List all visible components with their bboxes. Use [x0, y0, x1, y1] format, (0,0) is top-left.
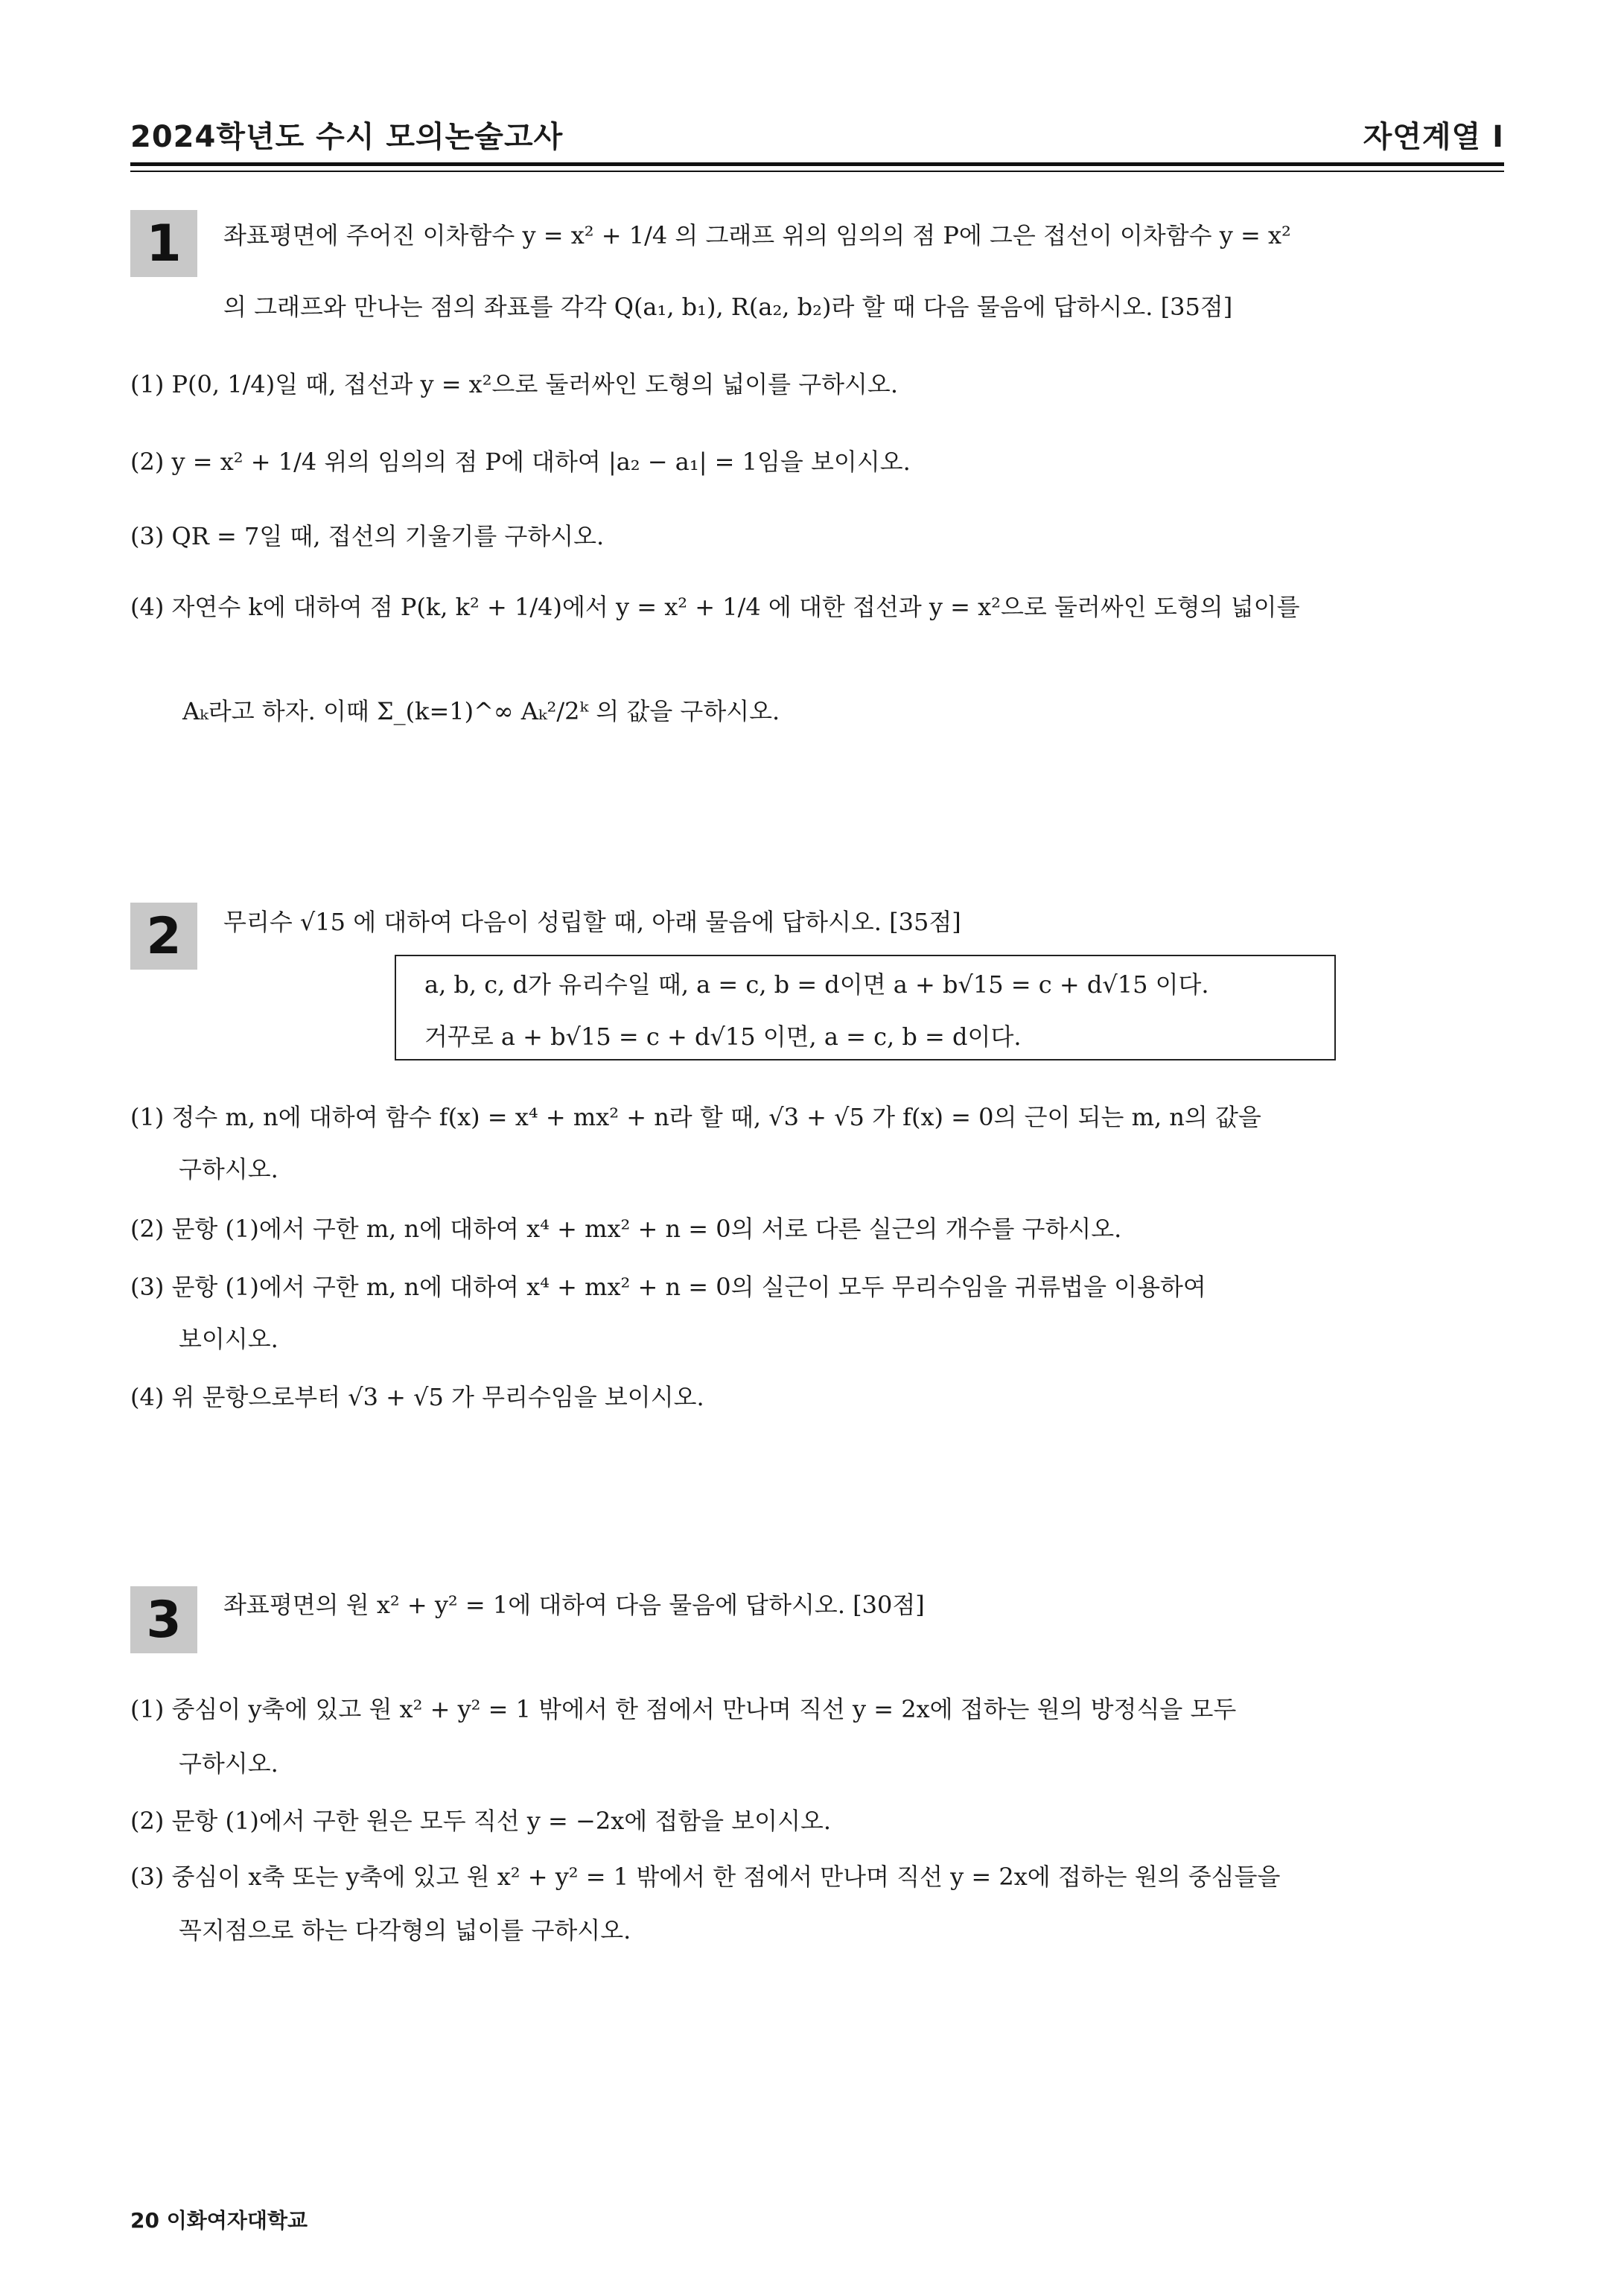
q2-subquestion-2: (2) 문항 (1)에서 구한 m, n에 대하여 x⁴ + mx² + n = 0의 서로 다른 실근의 개수를 구하시오. [130, 1215, 1122, 1243]
q1-subquestion-4-line2: Aₖ라고 하자. 이때 Σ_(k=1)^∞ Aₖ²/2ᵏ 의 값을 구하시오. [182, 697, 780, 725]
q3-subquestion-1-line1: (1) 중심이 y축에 있고 원 x² + y² = 1 밖에서 한 점에서 만나며 직선 y = 2x에 접하는 원의 방정식을 모두 [130, 1695, 1237, 1723]
q1-intro-line2: 의 그래프와 만나는 점의 좌표를 각각 Q(a₁, b₁), R(a₂, b₂)라 할 때 다음 물음에 답하시오. [35점] [223, 293, 1233, 321]
q2-box-line1: a, b, c, d가 유리수일 때, a = c, b = d이면 a + b√15 = c + d√15 이다. [424, 970, 1209, 999]
question-number-1: 1 [130, 210, 197, 277]
q2-subquestion-3-line2: 보이시오. [179, 1325, 278, 1353]
page-header [130, 113, 1504, 154]
exam-title: 2024학년도 수시 모의논술고사 [130, 120, 564, 154]
page-footer: 20 이화여자대학교 [130, 2208, 308, 2233]
header-rule-thin [130, 171, 1504, 172]
q2-subquestion-1-line2: 구하시오. [179, 1155, 278, 1183]
q2-subquestion-1-line1: (1) 정수 m, n에 대하여 함수 f(x) = x⁴ + mx² + n라 할 때, √3 + √5 가 f(x) = 0의 근이 되는 m, n의 값을 [130, 1103, 1261, 1131]
header-rule-thick [130, 162, 1504, 166]
q1-intro-line1: 좌표평면에 주어진 이차함수 y = x² + 1/4 의 그래프 위의 임의의 점 P에 그은 접선이 이차함수 y = x² [223, 221, 1291, 249]
q2-intro: 무리수 √15 에 대하여 다음이 성립할 때, 아래 물음에 답하시오. [35점] [223, 908, 961, 936]
q2-subquestion-4: (4) 위 문항으로부터 √3 + √5 가 무리수임을 보이시오. [130, 1383, 704, 1411]
q3-subquestion-3-line2: 꼭지점으로 하는 다각형의 넓이를 구하시오. [179, 1916, 631, 1944]
q1-subquestion-1: (1) P(0, 1/4)일 때, 접선과 y = x²으로 둘러싸인 도형의 넓이를 구하시오. [130, 370, 899, 398]
q3-subquestion-2: (2) 문항 (1)에서 구한 원은 모두 직선 y = −2x에 접함을 보이시오. [130, 1807, 832, 1835]
q3-intro: 좌표평면의 원 x² + y² = 1에 대하여 다음 물음에 답하시오. [30점] [223, 1591, 925, 1619]
q2-subquestion-3-line1: (3) 문항 (1)에서 구한 m, n에 대하여 x⁴ + mx² + n = 0의 실근이 모두 무리수임을 귀류법을 이용하여 [130, 1273, 1206, 1301]
q2-box-line2: 거꾸로 a + b√15 = c + d√15 이면, a = c, b = d이다. [424, 1023, 1022, 1051]
question-number-3: 3 [130, 1586, 197, 1653]
q1-subquestion-4-line1: (4) 자연수 k에 대하여 점 P(k, k² + 1/4)에서 y = x² + 1/4 에 대한 접선과 y = x²으로 둘러싸인 도형의 넓이를 [130, 593, 1300, 621]
question-number-2: 2 [130, 903, 197, 970]
q1-subquestion-3: (3) QR = 7일 때, 접선의 기울기를 구하시오. [130, 522, 605, 550]
q3-subquestion-1-line2: 구하시오. [179, 1749, 278, 1778]
q3-subquestion-3-line1: (3) 중심이 x축 또는 y축에 있고 원 x² + y² = 1 밖에서 한 점에서 만나며 직선 y = 2x에 접하는 원의 중심들을 [130, 1863, 1281, 1891]
q1-subquestion-2: (2) y = x² + 1/4 위의 임의의 점 P에 대하여 |a₂ − a₁| = 1임을 보이시오. [130, 448, 911, 476]
section-title: 자연계열 I [1363, 120, 1504, 154]
